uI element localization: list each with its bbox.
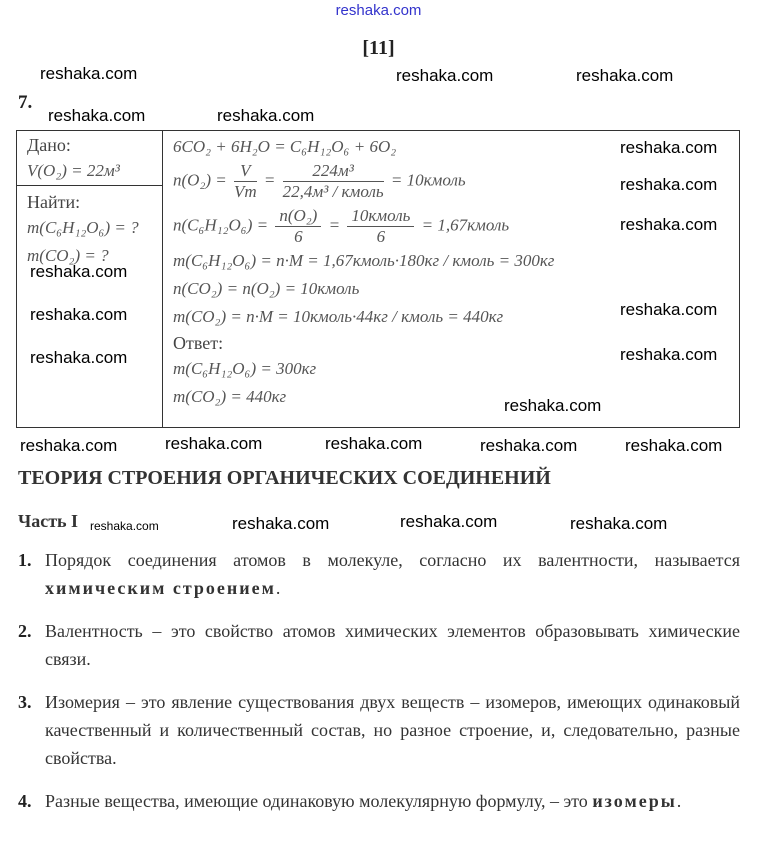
watermark: reshaka.com [620,215,718,234]
watermark: reshaka.com [30,305,128,324]
item-number: 3. [18,692,32,712]
watermark: reshaka.com [504,396,602,415]
denominator: 6 [294,227,303,246]
watermark: reshaka.com [620,345,718,364]
answer-glucose: m(C₆H₁₂O₆) = 300кг [173,359,317,378]
part-title: Часть I [18,511,79,531]
given-label: Дано: [27,135,71,155]
watermark: reshaka.com [400,512,498,531]
answer-co2: m(CO₂) = 440кг [173,387,287,406]
item-text: Изомерия – это явление существования двух веществ – изомеров, имеющих одинаковый качественный и количественный состав, но разное строение, и, следовательно, разные свойства. [45,692,740,768]
list-item [18,546,740,602]
watermark: reshaka.com [30,262,128,281]
watermark: reshaka.com [576,66,674,85]
watermark: reshaka.com [396,66,494,85]
watermark: reshaka.com [620,175,718,194]
watermark: reshaka.com [48,106,146,125]
n-o2-formula: n(O₂) = $\frac{V}{Vm}$ = $\frac{\text{224м³}}{\text{22,4м³ / кмоль}}$ = 10кмоль [173,161,466,201]
m-co2-formula: m(CO₂) = n·M = 10кмоль·44кг / кмоль = 440кг [173,307,504,326]
n-co2-formula: n(CO₂) = n(O₂) = 10кмоль [173,279,360,298]
watermark: reshaka.com [232,514,330,533]
denominator: Vm [233,182,257,201]
watermark: reshaka.com [325,434,423,453]
answer-term: изомеры [592,791,677,811]
text: . [676,791,682,811]
fraction [234,161,257,202]
fraction [283,161,384,202]
denominator: 6 [376,227,386,246]
watermark: reshaka.com [480,436,578,455]
watermark: reshaka.com [40,64,138,83]
watermark: reshaka.com [620,300,718,319]
item-text: Валентность – это свойство атомов химических элементов образовывать химические связи. [45,621,740,669]
item-text [45,546,740,602]
answer-label: Ответ: [173,333,224,353]
reaction-equation: 6CO₂ + 6H₂O = C₆H₁₂O₆ + 6O₂ [173,137,397,156]
numerator: V [234,161,257,182]
item-text [45,787,740,815]
text: . [275,578,281,598]
m-glucose-formula: m(C₆H₁₂O₆) = n·M = 1,67кмоль·180кг / кмоль = 300кг [173,251,555,270]
watermark: reshaka.com [625,436,723,455]
find-item: m(C₆H₁₂O₆) = ? [27,218,139,237]
text: Порядок соединения атомов в молекуле, согласно их валентности, называется [45,550,740,570]
denominator: 22,4м³ / кмоль [282,182,384,201]
watermark: reshaka.com [90,519,159,533]
watermark: reshaka.com [620,138,718,157]
list-item [18,787,740,815]
text: Разные вещества, имеющие одинаковую молекулярную формулу, – это [45,791,593,811]
fraction [347,206,414,247]
answer-term: химическим строением [45,578,276,598]
given-cell [17,131,163,186]
problem-number: 7. [18,92,33,113]
watermark: reshaka.com [165,434,263,453]
numerator: 10кмоль [347,206,414,227]
find-item: m(CO₂) = ? [27,246,109,265]
watermark: reshaka.com [30,348,128,367]
numerator: n(O₂) [275,206,321,227]
site-header[interactable]: reshaka.com [335,2,422,19]
formula-part: = 10кмоль [390,170,466,190]
watermark: reshaka.com [217,106,315,125]
numerator: 224м³ [283,161,384,182]
list-item [18,617,740,673]
find-label: Найти: [27,192,81,212]
page-number: [11] [362,37,395,59]
formula-part: n(C₆H₁₂O₆) = [173,215,269,235]
item-number: 2. [18,621,32,641]
question-list [18,546,740,830]
n-glucose-formula: n(C₆H₁₂O₆) = $\frac{\text{n(O₂)}}{6}$ = $\frac{\text{10кмоль}}{6}$ = 1,67кмоль [173,206,510,246]
section-title: ТЕОРИЯ СТРОЕНИЯ ОРГАНИЧЕСКИХ СОЕДИНЕНИЙ [18,467,551,489]
fraction [275,206,321,247]
watermark: reshaka.com [570,514,668,533]
formula-part: n(O₂) = [173,170,227,190]
item-number: 1. [18,550,32,570]
watermark: reshaka.com [20,436,118,455]
list-item [18,688,740,772]
given-value: V(O₂) = 22м³ [27,161,120,180]
item-number: 4. [18,791,32,811]
formula-part: = 1,67кмоль [421,215,510,235]
